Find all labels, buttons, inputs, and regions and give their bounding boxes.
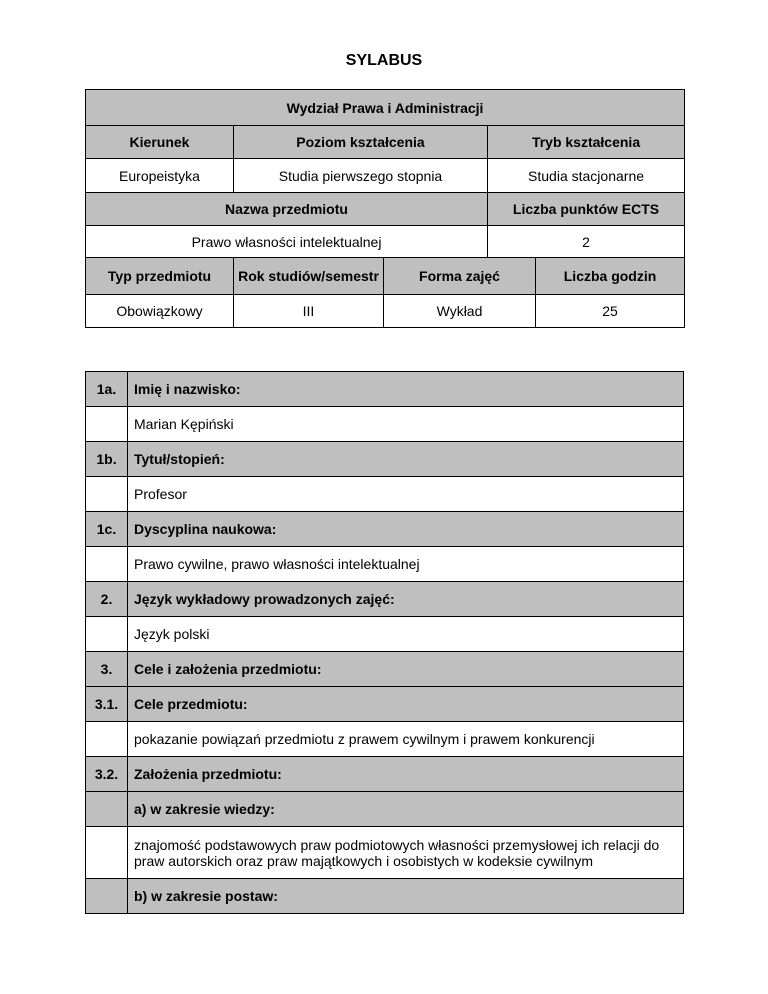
tryb-value: Studia stacjonarne bbox=[488, 159, 685, 193]
section-number: 3.2. bbox=[86, 757, 128, 792]
godziny-header: Liczba godzin bbox=[536, 258, 685, 295]
nazwa-header: Nazwa przedmiotu bbox=[86, 193, 488, 226]
section-number-blank bbox=[86, 547, 128, 582]
section-number: 1c. bbox=[86, 512, 128, 547]
section-number: 3.1. bbox=[86, 687, 128, 722]
section-value: pokazanie powiązań przedmiotu z prawem cywilnym i prawem konkurencji bbox=[128, 722, 684, 757]
section-number-blank bbox=[86, 477, 128, 512]
forma-header: Forma zajęć bbox=[384, 258, 536, 295]
section-number-blank bbox=[86, 617, 128, 652]
subsection-label: a) w zakresie wiedzy: bbox=[128, 792, 684, 827]
typ-value: Obowiązkowy bbox=[86, 295, 234, 328]
typ-header: Typ przedmiotu bbox=[86, 258, 234, 295]
section-number-blank bbox=[86, 827, 128, 879]
section-label: Założenia przedmiotu: bbox=[128, 757, 684, 792]
section-value: Język polski bbox=[128, 617, 684, 652]
forma-value: Wykład bbox=[384, 295, 536, 328]
section-value: Profesor bbox=[128, 477, 684, 512]
section-number: 3. bbox=[86, 652, 128, 687]
ects-value: 2 bbox=[488, 226, 685, 258]
poziom-header: Poziom kształcenia bbox=[234, 126, 488, 159]
section-label: Tytuł/stopień: bbox=[128, 442, 684, 477]
rok-value: III bbox=[234, 295, 384, 328]
kierunek-value: Europeistyka bbox=[86, 159, 234, 193]
poziom-value: Studia pierwszego stopnia bbox=[234, 159, 488, 193]
section-number-blank bbox=[86, 879, 128, 914]
section-label: Cele i założenia przedmiotu: bbox=[128, 652, 684, 687]
kierunek-header: Kierunek bbox=[86, 126, 234, 159]
section-label: Język wykładowy prowadzonych zajęć: bbox=[128, 582, 684, 617]
nazwa-value: Prawo własności intelektualnej bbox=[86, 226, 488, 258]
section-label: Dyscyplina naukowa: bbox=[128, 512, 684, 547]
subsection-value: znajomość podstawowych praw podmiotowych własności przemysłowej ich relacji do praw autorskich oraz praw majątkowych i osobistych w kodeksie cywilnym bbox=[128, 827, 684, 879]
section-value: Marian Kępiński bbox=[128, 407, 684, 442]
section-number: 1a. bbox=[86, 372, 128, 407]
syllabus-sections-table bbox=[85, 371, 684, 914]
document-title: SYLABUS bbox=[345, 52, 423, 69]
ects-header: Liczba punktów ECTS bbox=[488, 193, 685, 226]
section-number-blank bbox=[86, 722, 128, 757]
section-number-blank bbox=[86, 792, 128, 827]
section-label: Cele przedmiotu: bbox=[128, 687, 684, 722]
section-number-blank bbox=[86, 407, 128, 442]
course-info-table bbox=[85, 89, 685, 328]
faculty-name: Wydział Prawa i Administracji bbox=[86, 90, 685, 126]
subsection-label: b) w zakresie postaw: bbox=[128, 879, 684, 914]
section-number: 1b. bbox=[86, 442, 128, 477]
rok-header: Rok studiów/semestr bbox=[234, 258, 384, 295]
section-label: Imię i nazwisko: bbox=[128, 372, 684, 407]
section-number: 2. bbox=[86, 582, 128, 617]
tryb-header: Tryb kształcenia bbox=[488, 126, 685, 159]
godziny-value: 25 bbox=[536, 295, 685, 328]
section-value: Prawo cywilne, prawo własności intelektualnej bbox=[128, 547, 684, 582]
